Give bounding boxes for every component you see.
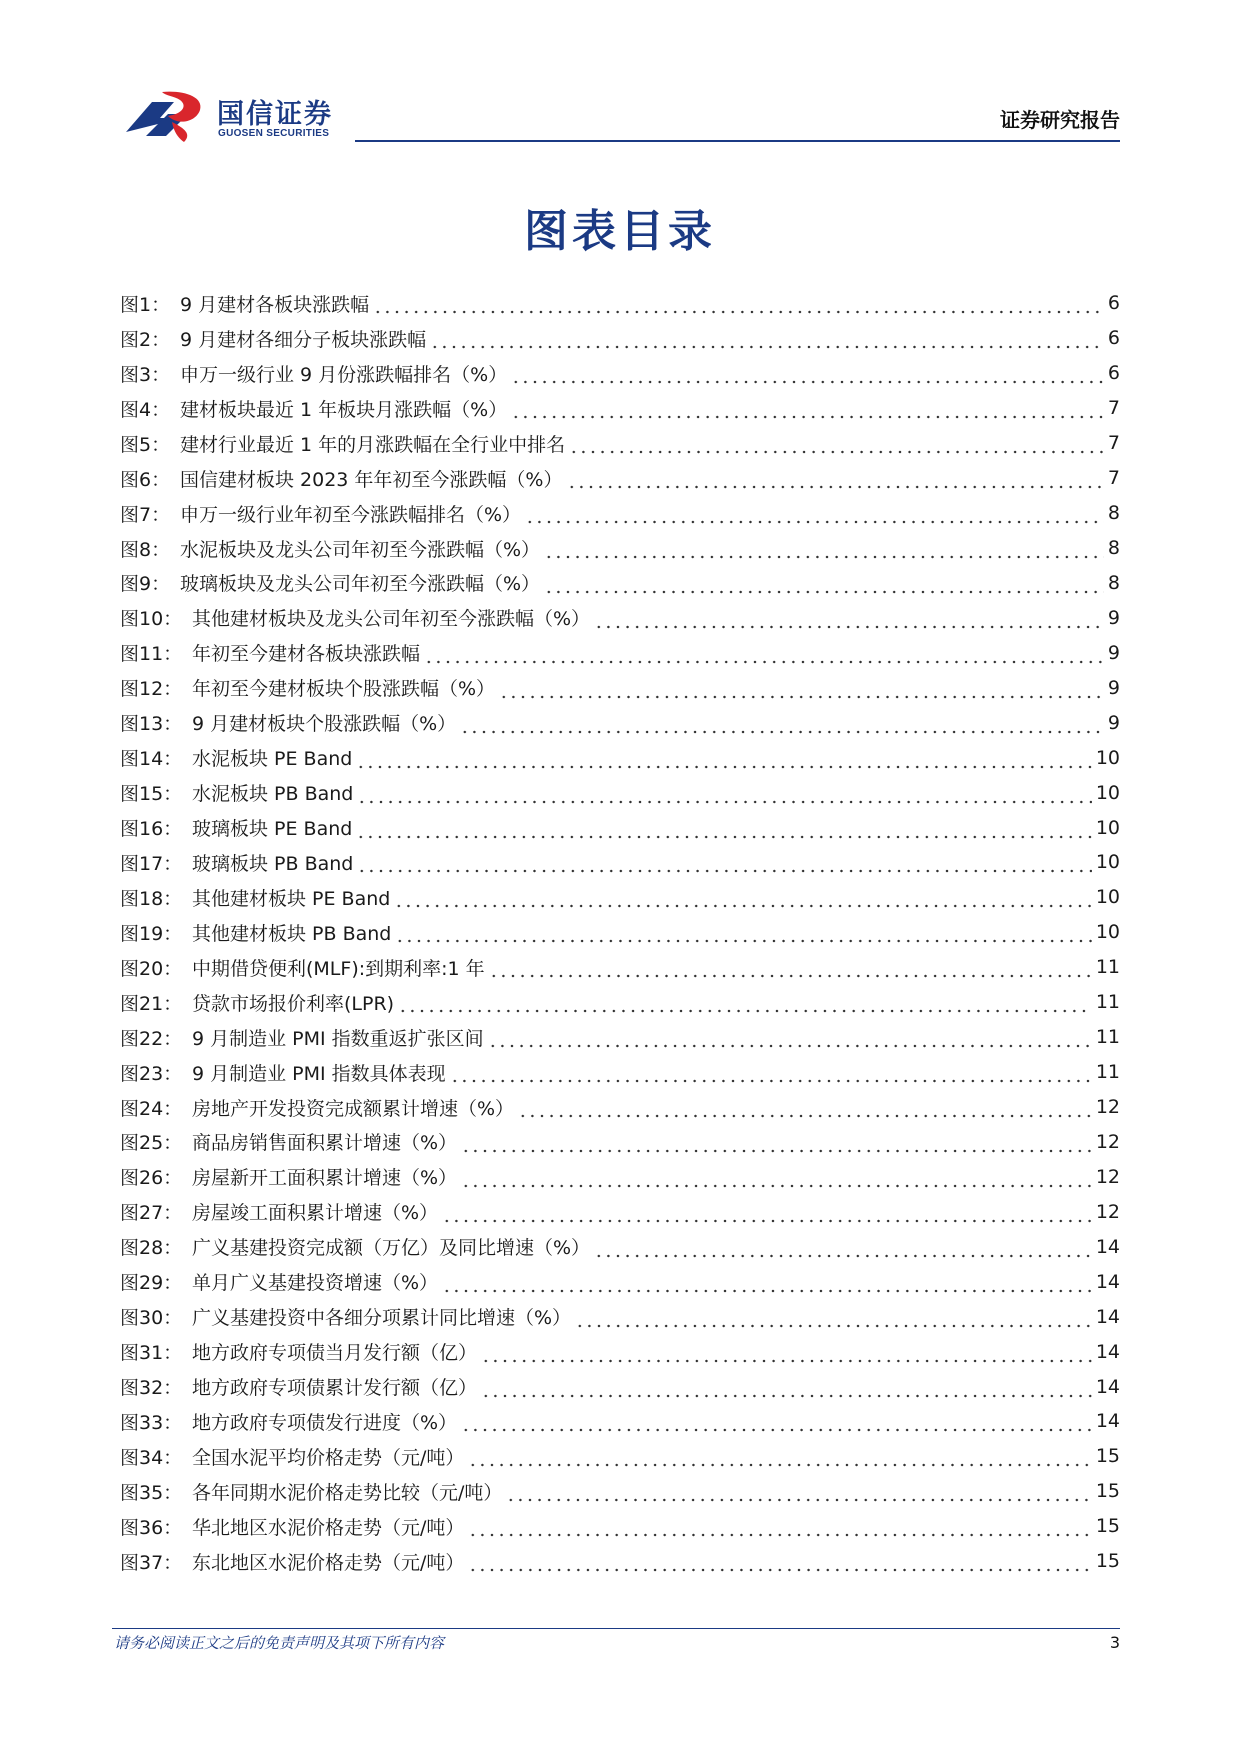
toc-entry[interactable] (120, 1474, 1120, 1509)
toc-entry[interactable] (120, 1159, 1120, 1194)
toc-entry-page: 15 (1095, 1550, 1120, 1573)
toc-entry-number: 图29： (120, 1272, 183, 1295)
toc-entry-title: 商品房销售面积累计增速（%） (192, 1132, 458, 1155)
toc-entry-title: 水泥板块及龙头公司年初至今涨跌幅（%） (180, 538, 541, 561)
toc-dot-leader (461, 1169, 1092, 1189)
toc-entry[interactable] (120, 531, 1120, 566)
toc-entry-number: 图6： (120, 468, 171, 491)
toc-entry-title: 贷款市场报价利率(LPR) (192, 992, 395, 1015)
toc-entry[interactable] (120, 1369, 1120, 1404)
footer-disclaimer: 请务必阅读正文之后的免责声明及其项下所有内容 (114, 1634, 445, 1652)
toc-entry-number: 图13： (120, 713, 183, 736)
toc-entry-title: 玻璃板块 PE Band (192, 818, 353, 841)
toc-entry[interactable] (120, 356, 1120, 391)
toc-entry-title: 全国水泥平均价格走势（元/吨） (192, 1446, 465, 1469)
toc-entry-number: 图18： (120, 887, 183, 910)
toc-entry[interactable] (120, 950, 1120, 985)
toc-entry-number: 图36： (120, 1516, 183, 1539)
toc-entry-title: 年初至今建材板块个股涨跌幅（%） (192, 678, 496, 701)
toc-entry-page: 6 (1107, 362, 1120, 385)
toc-entry[interactable] (120, 286, 1120, 321)
toc-entry-number: 图25： (120, 1132, 183, 1155)
toc-entry-title: 房屋竣工面积累计增速（%） (192, 1202, 439, 1225)
toc-entry[interactable] (120, 1229, 1120, 1264)
toc-dot-leader (356, 750, 1091, 770)
toc-entry-number: 图24： (120, 1097, 183, 1120)
toc-entry-number: 图37： (120, 1551, 183, 1574)
toc-dot-leader (468, 1553, 1091, 1573)
toc-entry-title: 房屋新开工面积累计增速（%） (192, 1167, 458, 1190)
toc-entry-number: 图8： (120, 538, 171, 561)
toc-entry-title: 9 月建材各细分子板块涨跌幅 (180, 328, 427, 351)
toc-entry-page: 6 (1107, 292, 1120, 315)
toc-entry-title: 建材板块最近 1 年板块月涨跌幅（%） (180, 398, 508, 421)
toc-entry[interactable] (120, 426, 1120, 461)
report-type-label: 证券研究报告 (1000, 108, 1120, 132)
toc-entry[interactable] (120, 321, 1120, 356)
toc-entry-number: 图35： (120, 1481, 183, 1504)
toc-entry[interactable] (120, 566, 1120, 601)
toc-entry-title: 广义基建投资完成额（万亿）及同比增速（%） (192, 1237, 591, 1260)
toc-dot-leader (499, 680, 1104, 700)
toc-entry-page: 14 (1095, 1410, 1120, 1433)
toc-entry-title: 房地产开发投资完成额累计增速（%） (192, 1097, 515, 1120)
toc-dot-leader (569, 435, 1104, 455)
toc-dot-leader (424, 645, 1104, 665)
toc-dot-leader (356, 820, 1091, 840)
toc-entry-number: 图7： (120, 503, 171, 526)
toc-entry-title: 申万一级行业 9 月份涨跌幅排名（%） (180, 363, 508, 386)
toc-dot-leader (357, 854, 1091, 874)
toc-dot-leader (575, 1309, 1092, 1329)
toc-entry-number: 图17： (120, 852, 183, 875)
toc-entry-page: 7 (1107, 432, 1120, 455)
figure-table-of-contents (120, 286, 1120, 1579)
toc-entry-page: 15 (1095, 1480, 1120, 1503)
toc-entry-title: 水泥板块 PE Band (192, 748, 353, 771)
toc-entry-page: 11 (1095, 956, 1120, 979)
page-header (0, 0, 1240, 150)
toc-entry-page: 8 (1107, 571, 1120, 594)
toc-entry-title: 地方政府专项债当月发行额（亿） (192, 1342, 478, 1365)
toc-entry-number: 图20： (120, 957, 183, 980)
toc-entry-page: 12 (1095, 1096, 1120, 1119)
toc-entry-page: 10 (1095, 851, 1120, 874)
toc-entry-number: 图9： (120, 573, 171, 596)
toc-entry[interactable] (120, 845, 1120, 880)
toc-entry[interactable] (120, 1544, 1120, 1579)
toc-entry-page: 6 (1107, 327, 1120, 350)
toc-entry[interactable] (120, 1020, 1120, 1055)
toc-entry-title: 中期借贷便利(MLF):到期利率:1 年 (192, 957, 485, 980)
page-number: 3 (1109, 1633, 1120, 1652)
toc-entry-title: 9 月制造业 PMI 指数重返扩张区间 (192, 1027, 484, 1050)
toc-entry[interactable] (120, 670, 1120, 705)
toc-entry-page: 15 (1095, 1445, 1120, 1468)
toc-dot-leader (594, 1239, 1092, 1259)
toc-entry[interactable] (120, 1334, 1120, 1369)
toc-dot-leader (442, 1204, 1092, 1224)
header-divider (355, 140, 1120, 142)
toc-entry-page: 7 (1107, 467, 1120, 490)
toc-entry-title: 年初至今建材各板块涨跌幅 (192, 643, 421, 666)
toc-entry-title: 玻璃板块 PB Band (192, 852, 354, 875)
toc-entry-title: 申万一级行业年初至今涨跌幅排名（%） (180, 503, 522, 526)
toc-entry-number: 图16： (120, 818, 183, 841)
toc-entry-number: 图34： (120, 1446, 183, 1469)
toc-entry[interactable] (120, 775, 1120, 810)
toc-entry-title: 建材行业最近 1 年的月涨跌幅在全行业中排名 (180, 433, 566, 456)
toc-entry[interactable] (120, 1125, 1120, 1160)
toc-dot-leader (398, 994, 1092, 1014)
toc-entry-page: 8 (1107, 502, 1120, 525)
toc-entry[interactable] (120, 810, 1120, 845)
toc-entry-page: 12 (1095, 1130, 1120, 1153)
toc-entry-number: 图26： (120, 1167, 183, 1190)
toc-dot-leader (395, 924, 1091, 944)
toc-entry[interactable] (120, 1194, 1120, 1229)
toc-entry-number: 图33： (120, 1411, 183, 1434)
toc-dot-leader (481, 1379, 1092, 1399)
toc-entry-page: 10 (1095, 816, 1120, 839)
toc-entry-number: 图2： (120, 328, 171, 351)
toc-entry[interactable] (120, 600, 1120, 635)
toc-entry-number: 图19： (120, 922, 183, 945)
toc-entry-page: 10 (1095, 921, 1120, 944)
toc-entry-title: 9 月制造业 PMI 指数具体表现 (192, 1062, 446, 1085)
toc-entry-number: 图11： (120, 643, 183, 666)
toc-dot-leader (567, 470, 1104, 490)
toc-entry-number: 图3： (120, 363, 171, 386)
toc-entry[interactable] (120, 1439, 1120, 1474)
toc-entry[interactable] (120, 1509, 1120, 1544)
page-title: 图表目录 (524, 206, 716, 257)
toc-entry-page: 14 (1095, 1375, 1120, 1398)
toc-entry-number: 图12： (120, 678, 183, 701)
toc-entry-number: 图21： (120, 992, 183, 1015)
toc-entry[interactable] (120, 705, 1120, 740)
toc-entry-page: 11 (1095, 991, 1120, 1014)
toc-entry-page: 12 (1095, 1200, 1120, 1223)
toc-entry-title: 国信建材板块 2023 年年初至今涨跌幅（%） (180, 468, 563, 491)
toc-entry-number: 图14： (120, 748, 183, 771)
toc-entry-title: 9 月建材板块个股涨跌幅（%） (192, 713, 457, 736)
toc-dot-leader (511, 400, 1104, 420)
toc-entry-page: 10 (1095, 886, 1120, 909)
toc-entry-number: 图4： (120, 398, 171, 421)
toc-entry-number: 图5： (120, 433, 171, 456)
toc-entry-page: 7 (1107, 397, 1120, 420)
logo-english-text: GUOSEN SECURITIES (218, 128, 330, 139)
toc-entry[interactable] (120, 1055, 1120, 1090)
toc-entry[interactable] (120, 635, 1120, 670)
toc-dot-leader (544, 540, 1104, 560)
toc-entry-number: 图22： (120, 1027, 183, 1050)
toc-entry[interactable] (120, 461, 1120, 496)
toc-entry-page: 11 (1095, 1026, 1120, 1049)
toc-entry-number: 图31： (120, 1342, 183, 1365)
toc-entry-title: 东北地区水泥价格走势（元/吨） (192, 1551, 465, 1574)
toc-dot-leader (594, 610, 1104, 630)
toc-entry-title: 水泥板块 PB Band (192, 783, 354, 806)
toc-dot-leader (544, 575, 1104, 595)
toc-entry-page: 8 (1107, 537, 1120, 560)
toc-entry-page: 14 (1095, 1340, 1120, 1363)
toc-entry[interactable] (120, 1090, 1120, 1125)
toc-entry-number: 图28： (120, 1237, 183, 1260)
toc-dot-leader (373, 295, 1104, 315)
toc-dot-leader (518, 1099, 1092, 1119)
toc-dot-leader (488, 1029, 1092, 1049)
toc-entry-page: 11 (1095, 1061, 1120, 1084)
toc-dot-leader (357, 785, 1091, 805)
toc-entry-title: 单月广义基建投资增速（%） (192, 1272, 439, 1295)
toc-entry-page: 12 (1095, 1165, 1120, 1188)
toc-entry-title: 华北地区水泥价格走势（元/吨） (192, 1516, 465, 1539)
toc-entry-number: 图10： (120, 608, 183, 631)
toc-entry-title: 玻璃板块及龙头公司年初至今涨跌幅（%） (180, 573, 541, 596)
toc-dot-leader (525, 505, 1104, 525)
toc-entry[interactable] (120, 496, 1120, 531)
toc-entry-page: 14 (1095, 1235, 1120, 1258)
toc-dot-leader (460, 715, 1104, 735)
toc-entry-number: 图27： (120, 1202, 183, 1225)
toc-entry-page: 15 (1095, 1515, 1120, 1538)
toc-entry-title: 各年同期水泥价格走势比较（元/吨） (192, 1481, 503, 1504)
toc-entry-number: 图1： (120, 293, 171, 316)
toc-dot-leader (430, 330, 1104, 350)
toc-dot-leader (461, 1134, 1092, 1154)
toc-dot-leader (468, 1448, 1091, 1468)
toc-entry[interactable] (120, 740, 1120, 775)
toc-entry-title: 地方政府专项债发行进度（%） (192, 1411, 458, 1434)
toc-dot-leader (489, 959, 1092, 979)
toc-entry[interactable] (120, 391, 1120, 426)
toc-entry-number: 图23： (120, 1062, 183, 1085)
toc-entry-title: 其他建材板块及龙头公司年初至今涨跌幅（%） (192, 608, 591, 631)
toc-entry-title: 9 月建材各板块涨跌幅 (180, 293, 370, 316)
toc-entry-number: 图32： (120, 1377, 183, 1400)
footer-divider (112, 1628, 1120, 1629)
logo-chinese-text: 国信证券 (217, 99, 333, 130)
toc-entry[interactable] (120, 915, 1120, 950)
toc-entry-page: 9 (1107, 641, 1120, 664)
toc-dot-leader (506, 1483, 1091, 1503)
toc-entry-number: 图30： (120, 1307, 183, 1330)
toc-entry[interactable] (120, 1299, 1120, 1334)
toc-entry-page: 10 (1095, 781, 1120, 804)
toc-dot-leader (450, 1064, 1092, 1084)
toc-entry-page: 9 (1107, 606, 1120, 629)
toc-dot-leader (461, 1413, 1092, 1433)
toc-entry-page: 14 (1095, 1270, 1120, 1293)
toc-dot-leader (468, 1518, 1091, 1538)
toc-dot-leader (442, 1274, 1092, 1294)
toc-entry-page: 10 (1095, 746, 1120, 769)
toc-entry-title: 广义基建投资中各细分项累计同比增速（%） (192, 1307, 572, 1330)
toc-dot-leader (394, 889, 1091, 909)
toc-entry-page: 9 (1107, 711, 1120, 734)
toc-entry-title: 地方政府专项债累计发行额（亿） (192, 1377, 478, 1400)
toc-dot-leader (481, 1344, 1092, 1364)
toc-entry[interactable] (120, 1264, 1120, 1299)
toc-dot-leader (511, 365, 1104, 385)
toc-entry-page: 14 (1095, 1305, 1120, 1328)
guosen-logo (122, 88, 342, 148)
guosen-logo-icon (122, 88, 214, 144)
toc-entry-title: 其他建材板块 PB Band (192, 922, 392, 945)
toc-entry[interactable] (120, 1404, 1120, 1439)
toc-entry[interactable] (120, 880, 1120, 915)
toc-entry-title: 其他建材板块 PE Band (192, 887, 391, 910)
toc-entry-number: 图15： (120, 783, 183, 806)
toc-entry[interactable] (120, 985, 1120, 1020)
toc-entry-page: 9 (1107, 676, 1120, 699)
